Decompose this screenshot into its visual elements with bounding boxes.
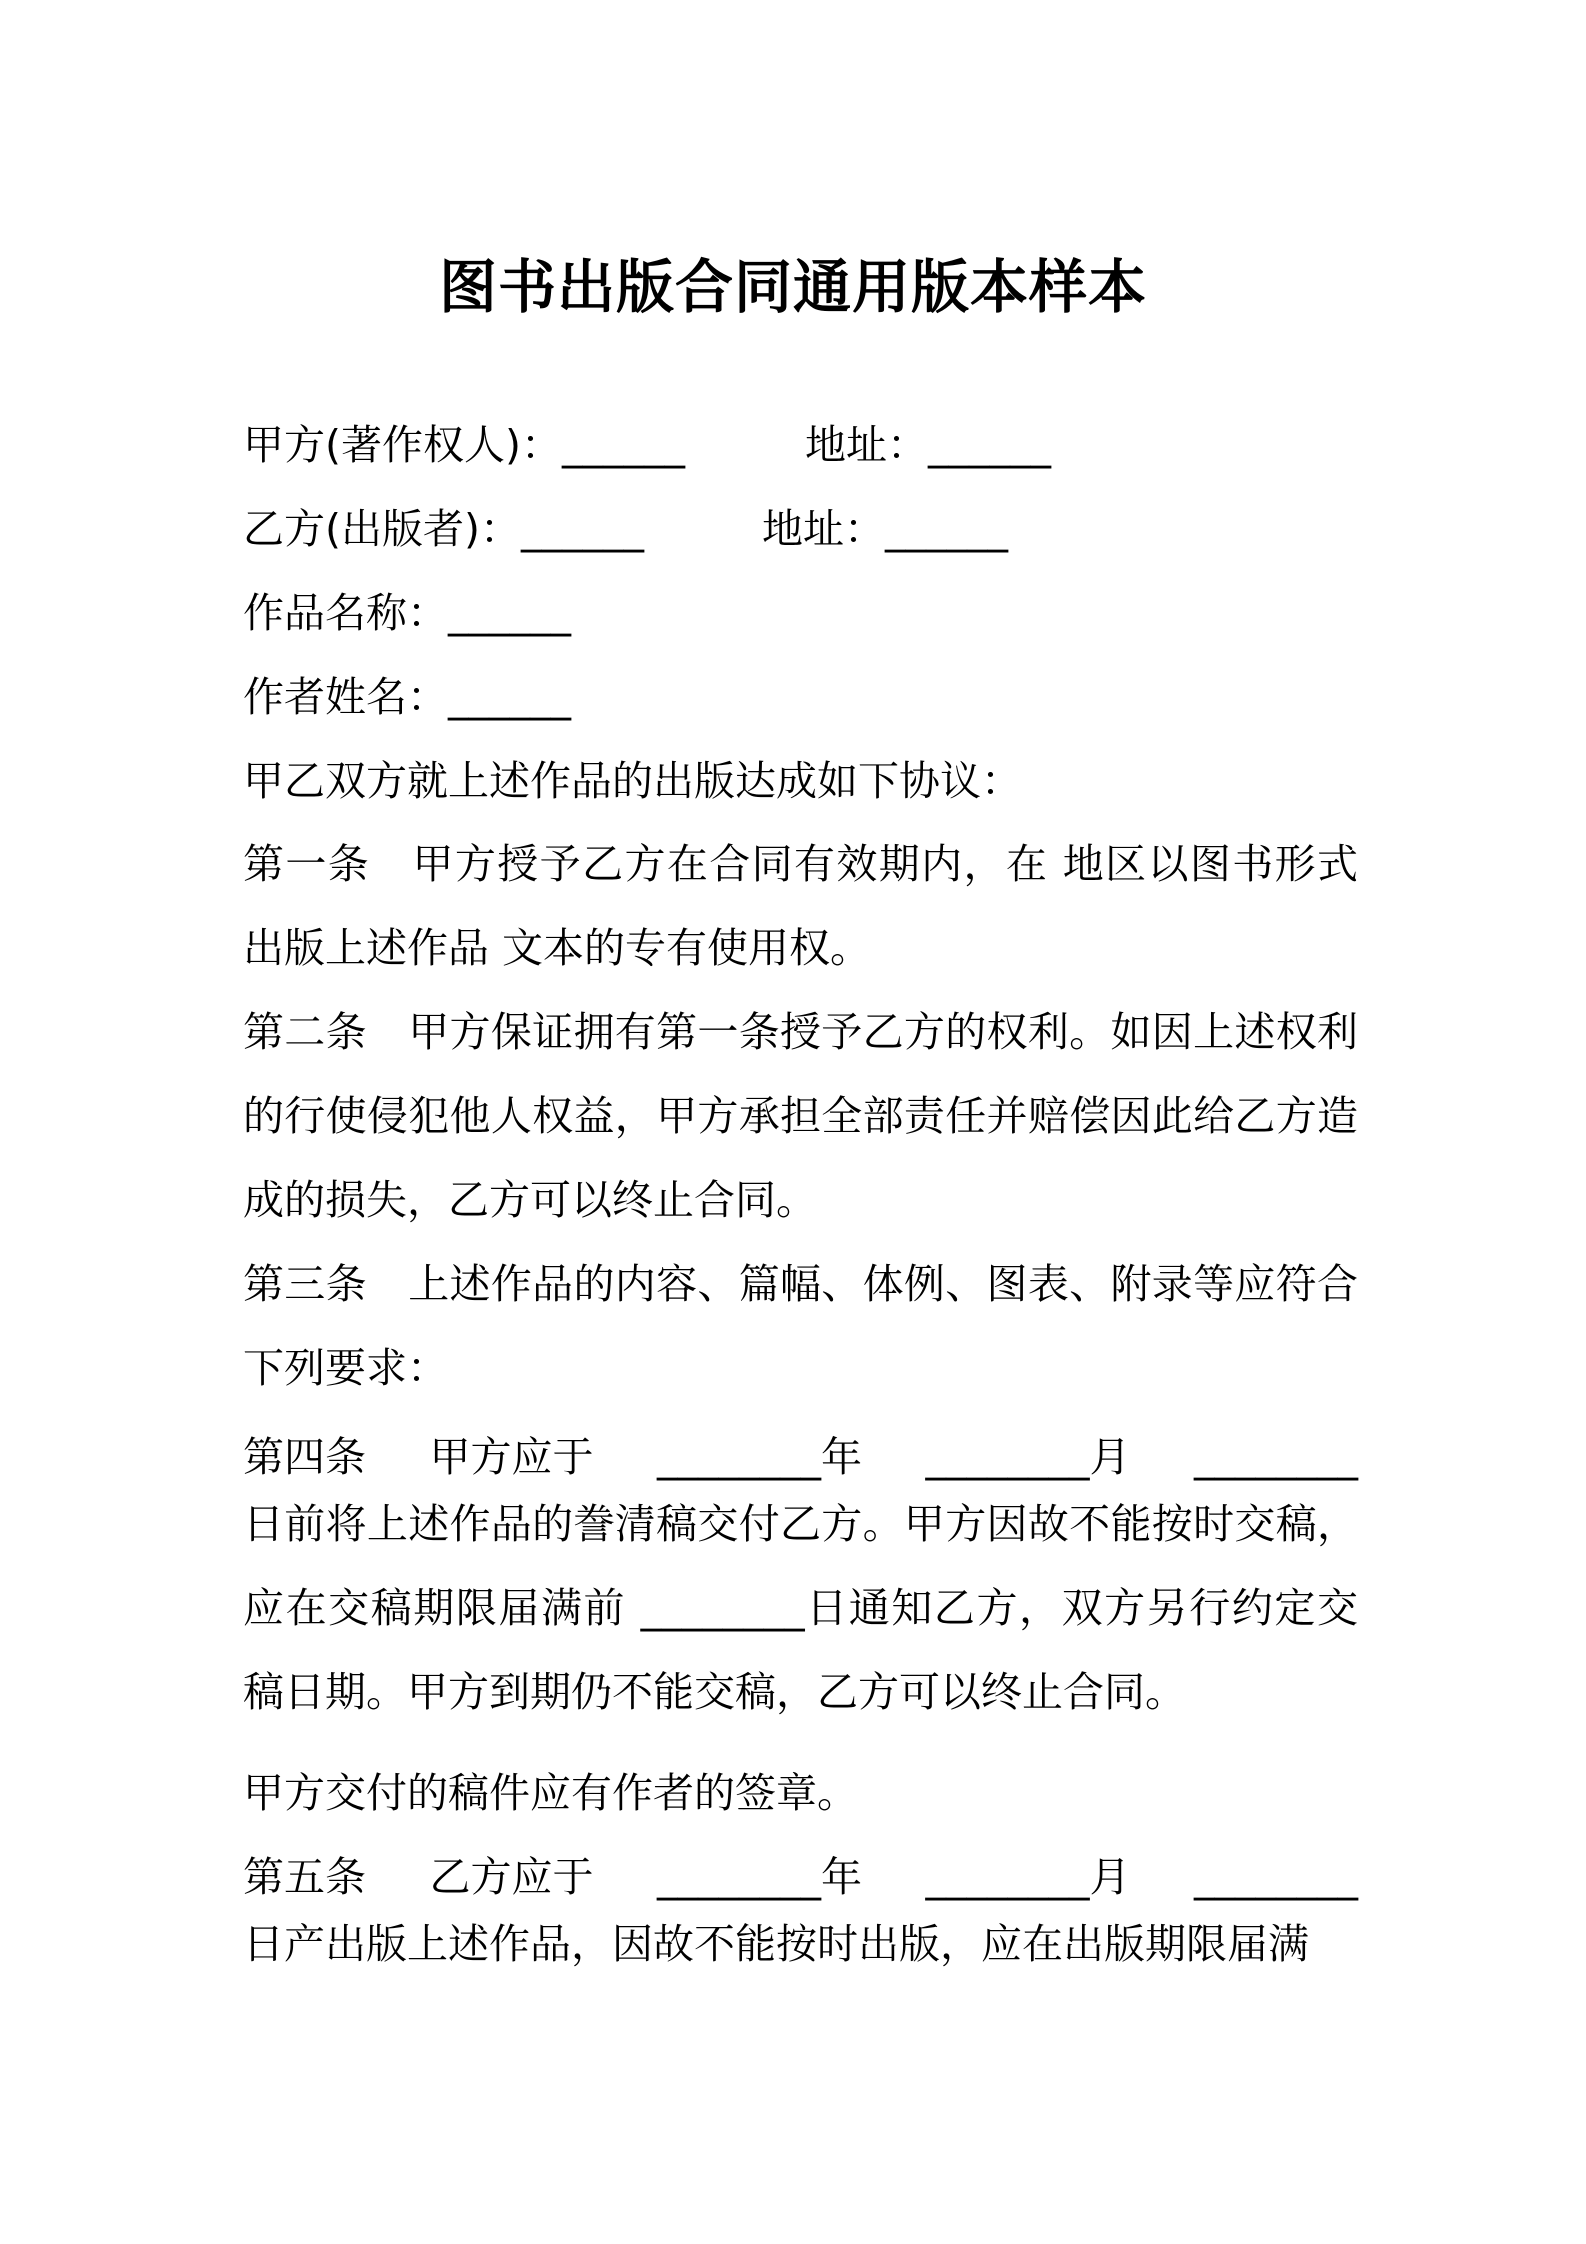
- party-a-address: 地址：______: [805, 421, 1051, 469]
- article-4-month-blank: ________月: [925, 1433, 1131, 1481]
- article-4-day-blank: ________: [1194, 1433, 1358, 1481]
- article-4-year-blank: ________年: [657, 1433, 862, 1481]
- article-4-clause: 甲方应于: [429, 1433, 594, 1481]
- party-b-line: 乙方(出版者)：______: [243, 505, 644, 553]
- article-4-body: 日前将上述作品的誊清稿交付乙方。甲方因故不能按时交稿，应在交稿期限届满前 ________日通知乙方，双方另行约定交稿日期。甲方到期仍不能交稿，乙方可以终止合同。: [243, 1500, 1358, 1716]
- work-name-field: 作品名称：______: [243, 589, 571, 637]
- article-2: 第二条 甲方保证拥有第一条授予乙方的权利。如因上述权利的行使侵犯他人权益，甲方承担全部责任并赔偿因此给乙方造成的损失，乙方可以终止合同。: [243, 1008, 1358, 1224]
- article-5-year-blank: ________年: [657, 1853, 862, 1901]
- article-5-lead: 第五条: [243, 1853, 366, 1901]
- party-b-address: 地址：______: [762, 505, 1008, 553]
- article-4-lead: 第四条: [243, 1433, 366, 1481]
- party-a-line: 甲方(著作权人)：______: [243, 421, 685, 469]
- article-1: 第一条 甲方授予乙方在合同有效期内，在 地区以图书形式出版上述作品 文本的专有使用权。: [243, 840, 1358, 972]
- article-5-body: 日产出版上述作品，因故不能按时出版，应在出版期限届满: [243, 1920, 1309, 1968]
- article-3: 第三条 上述作品的内容、篇幅、体例、图表、附录等应符合下列要求：: [243, 1260, 1358, 1392]
- article-4-signature-note: 甲方交付的稿件应有作者的签章。: [243, 1769, 858, 1817]
- article-5-day-blank: ________: [1194, 1853, 1358, 1901]
- agreement-intro: 甲乙双方就上述作品的出版达成如下协议：: [243, 757, 1022, 805]
- article-4-header: [243, 1432, 1358, 1482]
- document-title: 图书出版合同通用版本样本: [438, 253, 1147, 321]
- article-5-clause: 乙方应于: [429, 1853, 594, 1901]
- article-5-header: [243, 1852, 1358, 1902]
- author-name-field: 作者姓名：______: [243, 673, 571, 721]
- article-5-month-blank: ________月: [925, 1853, 1131, 1901]
